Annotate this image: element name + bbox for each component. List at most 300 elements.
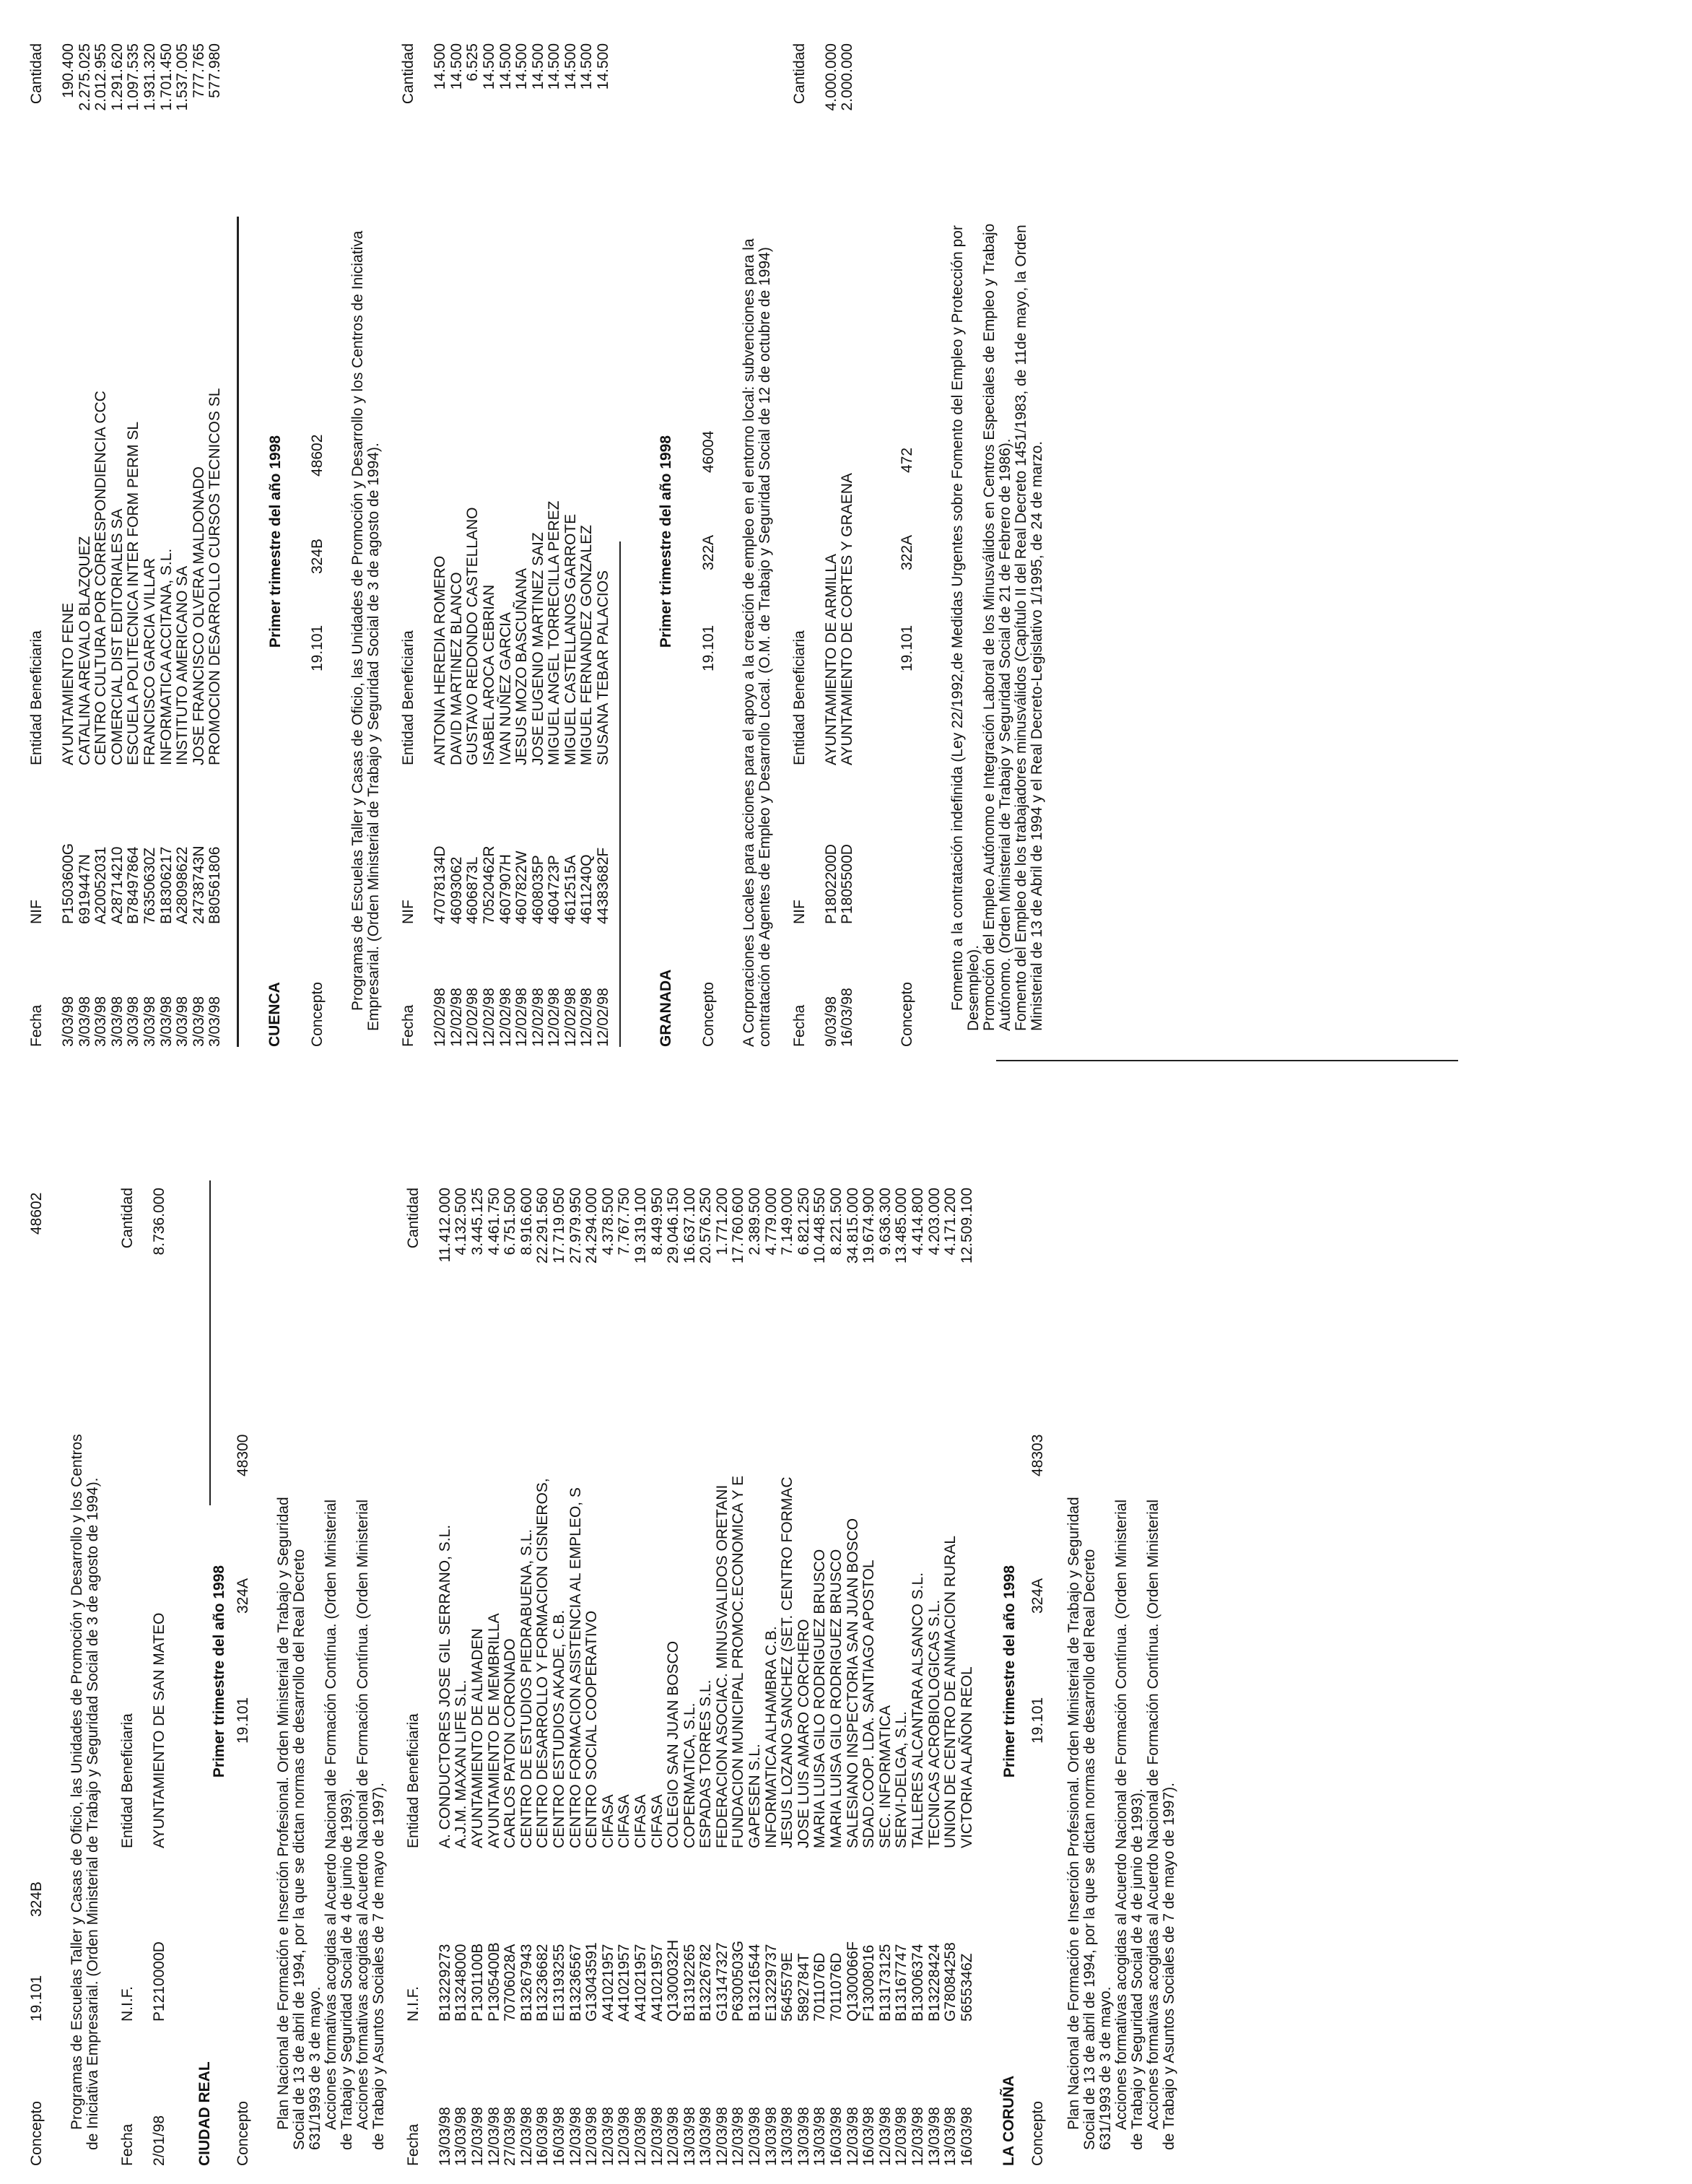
col-fecha: Fecha — [790, 1004, 808, 1047]
cantidad-cell: 1.291.620 — [108, 43, 126, 111]
entidad-cell: INFORMATICA ACCITANA, S.L. — [157, 548, 175, 765]
cantidad-cell: 20.576.250 — [697, 1188, 715, 1264]
concepto-line — [310, 36, 328, 1047]
nif-cell: E13229737 — [762, 1944, 780, 2022]
cantidad-cell: 6.751.500 — [502, 1188, 519, 1256]
fecha-cell: 13/03/98 — [436, 2107, 453, 2166]
concepto-label: Concepto — [234, 2101, 251, 2166]
entidad-cell: JESUS MOZO BASCUÑANA — [513, 567, 531, 765]
table-row — [796, 1177, 813, 2166]
cantidad-cell: 9.636.300 — [876, 1188, 894, 1256]
col-cantidad: Cantidad — [119, 1188, 136, 1249]
nif-cell: 4608035P — [529, 855, 546, 924]
fecha-cell: 3/03/98 — [174, 996, 191, 1047]
nif-cell: P6300503G — [730, 1940, 747, 2022]
table-row — [894, 1177, 910, 2166]
entidad-cell: AYUNTAMIENTO DE ALMADEN — [468, 1628, 486, 1848]
entidad-cell: CENTRO SOCIAL COOPERATIVO — [583, 1610, 601, 1848]
concepto-subconcept: 48303 — [1029, 1434, 1046, 1476]
fecha-cell: 12/03/98 — [485, 2107, 502, 2166]
entidad-cell: FUNDACION MUNICIPAL PROMOC.ECONOMICA Y E — [730, 1475, 747, 1848]
nif-cell: B18306217 — [157, 846, 175, 924]
concepto-code: 19.101 — [28, 1975, 45, 2022]
col-entidad: Entidad Beneficiaria — [28, 630, 45, 765]
table-row — [579, 36, 596, 1047]
table-row — [764, 1177, 780, 2166]
entidad-cell: GUSTAVO REDONDO CASTELLANO — [464, 507, 481, 765]
cantidad-cell: 14.500 — [562, 43, 579, 90]
col-fecha: Fecha — [400, 1004, 417, 1047]
nif-cell: B80561806 — [206, 846, 224, 924]
entidad-cell: CENTRO CULTURA POR CORRESPONDIENCIA CCC — [92, 391, 110, 765]
nif-cell: 4612515A — [562, 855, 579, 924]
fecha-cell: 27/03/98 — [502, 2107, 519, 2166]
nif-cell: 44383682F — [595, 847, 612, 924]
description-text: Plan Nacional de Formación e Inserción Profesional. Orden Ministerial de Trabajo y Seguridad Social de 13 de abril de 1994, por la que se dictan normas de desarrollo del Real Decreto 631/1993 de 3 de mayo. — [1065, 1497, 1114, 2150]
cantidad-cell: 8.221.500 — [828, 1188, 845, 1256]
cantidad-cell: 8.916.600 — [518, 1188, 535, 1256]
entidad-cell: AYUNTAMIENTO FENE — [60, 602, 77, 765]
cantidad-cell: 17.719.050 — [550, 1188, 567, 1264]
divider — [237, 217, 239, 1047]
table-row — [481, 36, 498, 1047]
fecha-cell: 13/03/98 — [762, 2107, 780, 2166]
cantidad-cell: 7.149.000 — [779, 1188, 796, 1256]
nif-cell: B13192265 — [681, 1944, 698, 2022]
table-header — [792, 36, 811, 1047]
table-row — [432, 36, 449, 1047]
cantidad-cell: 2.275.025 — [76, 43, 93, 111]
entidad-cell: SEC. INFORMATICA — [876, 1705, 894, 1848]
concepto-code: 19.101 — [234, 1697, 251, 1744]
nif-cell: Q1300066F — [844, 1941, 861, 2022]
divider — [209, 1180, 211, 1505]
fecha-cell: 12/03/98 — [616, 2107, 633, 2166]
table-row — [584, 1177, 601, 2166]
col-fecha: Fecha — [404, 2123, 422, 2166]
entidad-cell: AYUNTAMIENTO DE MEMBRILLA — [485, 1613, 502, 1848]
description — [276, 1486, 387, 2150]
description — [69, 1428, 101, 2150]
entidad-cell: CENTRO FORMACION ASISTENCIA AL EMPLEO, S — [567, 1487, 584, 1848]
fecha-cell: 12/02/98 — [546, 988, 563, 1047]
fecha-cell: 12/02/98 — [432, 988, 449, 1047]
fecha-cell: 12/03/98 — [632, 2107, 649, 2166]
cantidad-cell: 17.760.600 — [730, 1188, 747, 1264]
concepto-label: Concepto — [1029, 2101, 1046, 2166]
fecha-cell: 13/03/98 — [681, 2107, 698, 2166]
nif-cell: B13167747 — [893, 1944, 910, 2022]
cantidad-cell: 19.674.900 — [860, 1188, 878, 1264]
concepto-program: 324B — [28, 1881, 45, 1917]
table-row — [502, 1177, 519, 2166]
nif-cell: 4604723P — [546, 855, 563, 924]
fecha-cell: 12/02/98 — [497, 988, 514, 1047]
table-row — [546, 36, 563, 1047]
fecha-cell: 12/03/98 — [599, 2107, 616, 2166]
entidad-cell: SALESIANO INSPECTORIA SAN JUAN BOSCO — [844, 1518, 861, 1848]
table-row — [126, 36, 142, 1047]
fecha-cell: 12/03/98 — [468, 2107, 486, 2166]
nif-cell: P1503600G — [60, 843, 77, 924]
cantidad-cell: 4.378.500 — [599, 1188, 616, 1256]
cantidad-cell: 16.637.100 — [681, 1188, 698, 1264]
table-row — [449, 36, 466, 1047]
entidad-cell: GAPESEN S.L. — [746, 1744, 764, 1848]
table-row — [829, 1177, 845, 2166]
nif-cell: B13236682 — [534, 1944, 551, 2022]
table-row — [650, 1177, 666, 2166]
nif-cell: 5645579E — [779, 1952, 796, 2022]
nif-cell: Q1300032H — [665, 1939, 682, 2022]
fecha-cell: 2/01/98 — [151, 2115, 167, 2166]
cantidad-cell: 14.500 — [513, 43, 531, 90]
table-row — [698, 1177, 715, 2166]
table-ciudad-real — [437, 1177, 976, 2166]
table-row — [861, 1177, 878, 2166]
col-nif: NIF — [28, 900, 45, 924]
entidad-cell: CENTRO DESARROLLO Y FORMACION CISNEROS, — [534, 1478, 551, 1848]
cantidad-cell: 14.500 — [578, 43, 596, 90]
description-text: Programas de Escuelas Taller y Casas de Oficio, las Unidades de Promoción y Desarrollo y los Centros de Iniciativa Empresarial. (Orden Ministerial de Trabajo y Seguridad Social de 3 de agosto de 1994). — [349, 230, 383, 1031]
nif-cell: 70520462R — [480, 845, 497, 924]
fecha-cell: 12/03/98 — [910, 2107, 926, 2166]
concepto-program: 324B — [309, 538, 326, 574]
nif-cell: 6919447N — [76, 854, 93, 924]
cantidad-cell: 14.500 — [480, 43, 497, 90]
entidad-cell: A. CONDUCTORES JOSE GIL SERRANO, S.L. — [436, 1524, 453, 1848]
col-entidad: Entidad Beneficiaria — [404, 1713, 422, 1848]
fecha-cell: 13/03/98 — [925, 2107, 943, 2166]
entidad-cell: CIFASA — [648, 1794, 666, 1848]
description-text: Programas de Escuelas Taller y Casas de Oficio, las Unidades de Promoción y Desarrollo y los Centros de Iniciativa Empresarial. (Orden Ministerial de Trabajo y Seguridad Social de 3 de agosto de 1994). — [69, 1434, 101, 2150]
fecha-cell: 12/02/98 — [480, 988, 497, 1047]
concepto-program: 322A — [699, 534, 717, 570]
nif-cell: E13193255 — [550, 1944, 567, 2022]
col-entidad: Entidad Beneficiaria — [790, 630, 808, 765]
concepto-subconcept: 48602 — [309, 434, 326, 477]
nif-cell: 4611240Q — [578, 854, 596, 924]
description-text: A Corporaciones Locales para acciones para el apoyo a la creación de empleo en el entorno local: subvenciones para la contratación de Agentes de Empleo y Desarrollo Local. (O.M. de Trabajo y Seguridad Social de 12 de octubre de 1994) — [740, 238, 773, 1047]
table-row — [568, 1177, 585, 2166]
nif-cell: P1301100B — [468, 1943, 486, 2022]
table-row — [142, 36, 159, 1047]
table-top-right — [61, 36, 224, 1047]
trimestre: Primer trimestre del año 1998 — [658, 435, 675, 648]
table-row — [927, 1177, 943, 2166]
fecha-cell: 12/03/98 — [746, 2107, 764, 2166]
table-row — [616, 1177, 633, 2166]
cantidad-cell: 2.012.955 — [92, 43, 110, 111]
table-row — [77, 36, 94, 1047]
entidad-cell: COMERCIAL DIST EDITORIALES SA — [108, 508, 126, 765]
entidad-cell: SERVI-DELGA, S.L. — [893, 1711, 910, 1848]
fecha-cell: 12/02/98 — [562, 988, 579, 1047]
col-nif: NIF — [790, 900, 808, 924]
col-cantidad: Cantidad — [28, 43, 45, 105]
fecha-cell: 3/03/98 — [76, 996, 93, 1047]
fecha-cell: 3/03/98 — [141, 996, 158, 1047]
entidad-cell: CATALINA AREVALO BLAZQUEZ — [76, 536, 93, 765]
table-row — [845, 1177, 862, 2166]
nif-cell: B13236567 — [567, 1944, 584, 2022]
entidad-cell: INSTITUTO AMERICANO SA — [174, 565, 191, 765]
fecha-cell: 12/02/98 — [448, 988, 465, 1047]
nif-cell: B13229273 — [436, 1944, 453, 2022]
table-row — [666, 1177, 682, 2166]
concepto-subconcept: 46004 — [699, 430, 717, 473]
fecha-cell: 16/03/98 — [534, 2107, 551, 2166]
table-granada — [824, 36, 856, 1047]
fecha-cell: 13/03/98 — [697, 2107, 715, 2166]
concepto-program: 324A — [234, 1578, 251, 1614]
fecha-cell: 12/03/98 — [567, 2107, 584, 2166]
table-row — [152, 1177, 168, 2166]
cantidad-cell: 190.400 — [60, 43, 77, 98]
fecha-cell: 12/03/98 — [648, 2107, 666, 2166]
nif-cell: A20052031 — [92, 846, 110, 924]
concepto-code: 19.101 — [699, 625, 717, 671]
nif-cell: G13147327 — [713, 1942, 731, 2022]
nif-cell: A28714210 — [108, 846, 126, 924]
entidad-cell: SDAD.COOP. LDA. SANTIAGO APOSTOL — [860, 1559, 878, 1848]
nif-cell: 5655346Z — [958, 1953, 975, 2022]
table-row — [633, 1177, 650, 2166]
col-nif: N.I.F. — [119, 1985, 136, 2022]
entidad-cell: AYUNTAMIENTO DE CORTES Y GRAENA — [839, 473, 856, 765]
table-row — [437, 1177, 454, 2166]
table-row — [110, 36, 126, 1047]
concepto-subconcept: 472 — [899, 447, 916, 473]
col-entidad: Entidad Beneficiaria — [119, 1713, 136, 1848]
table-row — [943, 1177, 959, 2166]
entidad-cell: MIGUEL ANGEL TORRECILLA PEREZ — [546, 500, 563, 765]
entidad-cell: CIFASA — [632, 1794, 649, 1848]
entidad-cell: JOSE LUIS AMARO CORCHERO — [795, 1619, 812, 1848]
entidad-cell: FEDERACION ASOCIAC. MINUSVALIDOS ORETANI — [713, 1484, 731, 1848]
nif-cell: A41021957 — [632, 1944, 649, 2022]
cantidad-cell: 1.931.320 — [141, 43, 158, 111]
divider — [619, 541, 621, 1047]
region-title: LA CORUÑA — [1000, 2075, 1018, 2166]
table-header — [406, 1177, 424, 2166]
table-header — [401, 36, 419, 1047]
fecha-cell: 12/02/98 — [578, 988, 596, 1047]
entidad-cell: CIFASA — [599, 1794, 616, 1848]
nif-cell: P1805500D — [839, 844, 856, 924]
table-row — [601, 1177, 617, 2166]
table-row — [747, 1177, 764, 2166]
table-row — [824, 36, 840, 1047]
nif-cell: G13043591 — [583, 1942, 601, 2022]
fecha-cell: 12/03/98 — [844, 2107, 861, 2166]
fecha-cell: 12/03/98 — [730, 2107, 747, 2166]
concepto-line — [701, 36, 720, 1047]
cantidad-cell: 14.500 — [432, 43, 449, 90]
table-row — [596, 36, 612, 1047]
table-header — [120, 1177, 139, 2166]
col-fecha: Fecha — [119, 2123, 136, 2166]
fecha-cell: 3/03/98 — [60, 996, 77, 1047]
cantidad-cell: 2.000.000 — [839, 43, 856, 111]
cantidad-cell: 4.779.000 — [762, 1188, 780, 1256]
entidad-cell: TALLERES ALCANTARA ALSANCO S.L. — [910, 1572, 926, 1848]
table-row — [465, 36, 481, 1047]
table-row — [519, 1177, 536, 2166]
fecha-cell: 3/03/98 — [190, 996, 207, 1047]
entidad-cell: COPERMATICA, S.L. — [681, 1702, 698, 1848]
fecha-cell: 12/02/98 — [595, 988, 612, 1047]
fecha-cell: 3/03/98 — [125, 996, 142, 1047]
concepto-label: Concepto — [899, 982, 916, 1047]
cantidad-cell: 4.414.800 — [910, 1188, 926, 1256]
concepto-code: 19.101 — [899, 625, 916, 671]
entidad-cell: AYUNTAMIENTO DE SAN MATEO — [151, 1612, 167, 1848]
cantidad-cell: 6.821.250 — [795, 1188, 812, 1256]
description-text: Acciones formativas acogidas al Acuerdo Nacional de Formación Contínua. (Orden Ministerial de Trabajo y Asuntos Sociales de 7 de mayo de 1997). — [354, 1499, 387, 2150]
description — [950, 201, 1045, 1031]
cantidad-cell: 4.171.200 — [942, 1188, 959, 1256]
nif-cell: 4607907H — [497, 854, 514, 924]
table-header — [29, 36, 48, 1047]
entidad-cell: JOSE EUGENIO MARTINEZ SAIZ — [529, 532, 546, 765]
fecha-cell: 12/03/98 — [665, 2107, 682, 2166]
table-row — [563, 36, 580, 1047]
entidad-cell: ESPADAS TORRES S.L. — [697, 1679, 715, 1848]
concepto-label: Concepto — [309, 982, 326, 1047]
col-nif: NIF — [400, 900, 417, 924]
cantidad-cell: 1.701.450 — [157, 43, 175, 111]
nif-cell: 46093062 — [448, 856, 465, 924]
description — [350, 201, 382, 1031]
table-row — [61, 36, 77, 1047]
entidad-cell: VICTORIA ALAÑON REOL — [958, 1666, 975, 1848]
table-row — [498, 36, 515, 1047]
cantidad-cell: 14.500 — [448, 43, 465, 90]
cantidad-cell: 1.771.200 — [713, 1188, 731, 1256]
concepto-label: Concepto — [28, 2101, 45, 2166]
cantidad-cell: 11.412.000 — [436, 1188, 453, 1263]
fecha-cell: 16/03/98 — [860, 2107, 878, 2166]
cantidad-cell: 14.500 — [595, 43, 612, 90]
description-text: Fomento a la contratación indefinida (Ley 22/1992,de Medidas Urgentes sobre Fomento del Empleo y Protección por Desempleo). — [949, 225, 982, 1031]
description-text: Fomento del Empleo de los trabajadores minusválidos (Capítulo II del Real Decreto 1451/1983, de 11de mayo, la Orden Ministerial de 13 de Abril de 1994 y el Real Decreto-Legislativo 1/1995, de 24 de marzo. — [1013, 225, 1046, 1031]
fecha-cell: 16/03/98 — [828, 2107, 845, 2166]
concepto-code: 19.101 — [309, 625, 326, 671]
concepto-line — [899, 36, 918, 1047]
cantidad-cell: 12.509.100 — [958, 1188, 975, 1264]
cantidad-cell: 14.500 — [529, 43, 546, 90]
concepto-program: 324A — [1029, 1578, 1046, 1614]
concepto-subconcept: 48602 — [28, 1192, 45, 1235]
cantidad-cell: 19.319.100 — [632, 1188, 649, 1264]
cantidad-cell: 14.500 — [497, 43, 514, 90]
description-text: Acciones formativas acogidas al Acuerdo Nacional de Formación Contínua. (Orden Ministerial de Trabajo y Seguridad Social de 4 de junio de 1993). — [1112, 1499, 1146, 2150]
fecha-cell: 3/03/98 — [92, 996, 110, 1047]
concepto-program: 322A — [899, 534, 916, 570]
description-text: Acciones formativas acogidas al Acuerdo Nacional de Formación Contínua. (Orden Ministerial de Trabajo y Asuntos Sociales de 7 de mayo de 1997). — [1144, 1499, 1177, 2150]
fecha-cell: 16/03/98 — [958, 2107, 975, 2166]
nif-cell: 47078134D — [432, 845, 449, 924]
cantidad-cell: 4.132.500 — [453, 1188, 470, 1256]
nif-cell: A41021957 — [648, 1944, 666, 2022]
nif-cell: 76350630Z — [141, 847, 158, 924]
nif-cell: 24738743N — [190, 845, 207, 924]
table-row — [551, 1177, 568, 2166]
fecha-cell: 12/02/98 — [529, 988, 546, 1047]
fecha-cell: 13/03/98 — [779, 2107, 796, 2166]
col-nif: N.I.F. — [404, 1985, 422, 2022]
nif-cell: B13173125 — [876, 1944, 894, 2022]
entidad-cell: CARLOS PATON CORONADO — [502, 1638, 519, 1848]
description-text: Acciones formativas acogidas al Acuerdo Nacional de Formación Contínua. (Orden Ministerial de Trabajo y Seguridad Social de 4 de junio de 1993). — [322, 1499, 355, 2150]
entidad-cell: JESUS LOZANO SANCHEZ (SET. CENTRO FORMAC — [779, 1476, 796, 1848]
entidad-cell: MARIA LUISA GILO RODRIGUEZ BRUSCO — [828, 1549, 845, 1848]
entidad-cell: MIGUEL CASTELLANOS GARROTE — [562, 513, 579, 765]
table-row — [191, 36, 208, 1047]
table-row — [959, 1177, 976, 2166]
col-cantidad: Cantidad — [400, 43, 417, 105]
fecha-cell: 12/03/98 — [583, 2107, 601, 2166]
col-fecha: Fecha — [28, 1004, 45, 1047]
region-title: CIUDAD REAL — [196, 2061, 213, 2166]
region-title: CUENCA — [266, 982, 283, 1047]
cantidad-cell: 24.294.000 — [583, 1188, 601, 1264]
fecha-cell: 3/03/98 — [108, 996, 126, 1047]
entidad-cell: A.J.M. MAXAN LIFE S.L. — [453, 1679, 470, 1848]
col-cantidad: Cantidad — [404, 1188, 422, 1249]
nif-cell: P1305400B — [485, 1942, 502, 2022]
table-row — [840, 36, 856, 1047]
entidad-cell: CIFASA — [616, 1794, 633, 1848]
nif-cell: P1210000D — [151, 1941, 167, 2022]
concepto-label: Concepto — [699, 982, 717, 1047]
table-row — [715, 1177, 731, 2166]
fecha-cell: 12/03/98 — [713, 2107, 731, 2166]
concepto-line — [29, 1177, 48, 2166]
entidad-cell: INFORMATICA ALHAMBRA C.B. — [762, 1626, 780, 1848]
cantidad-cell: 7.767.750 — [616, 1188, 633, 1256]
cantidad-cell: 2.389.500 — [746, 1188, 764, 1256]
nif-cell: B13226782 — [697, 1944, 715, 2022]
nif-cell: B13228424 — [925, 1944, 943, 2022]
cantidad-cell: 4.461.750 — [485, 1188, 502, 1256]
cantidad-cell: 4.203.000 — [925, 1188, 943, 1256]
description-text: Plan Nacional de Formación e Inserción Profesional. Orden Ministerial de Trabajo y Seguridad Social de 13 de abril de 1994, por la que se dictan normas de desarrollo del Real Decreto 631/1993 de 3 de mayo. — [274, 1497, 323, 2150]
description-text: Promoción del Empleo Autónomo e Integración Laboral de los Minusválidos en Centros Especiales de Empleo y Trabajo Autónomo. (Orden Ministerial de Trabajo y Seguridad Social de 21 de Febrero de 1986). — [981, 223, 1014, 1031]
entidad-cell: ESCUELA POLITECNICA INTER FORM PERM SL — [125, 421, 142, 765]
region-title: GRANADA — [657, 969, 674, 1047]
table-row — [780, 1177, 796, 2166]
entidad-cell: ANTONIA HEREDIA ROMERO — [432, 555, 449, 765]
nif-cell: 7011076D — [811, 1952, 829, 2022]
cantidad-cell: 13.485.000 — [893, 1188, 910, 1264]
table-row — [682, 1177, 699, 2166]
table-row — [159, 36, 175, 1047]
nif-cell: 7011076D — [828, 1952, 845, 2022]
fecha-cell: 12/02/98 — [513, 988, 531, 1047]
entidad-cell: AYUNTAMIENTO DE ARMILLA — [822, 554, 840, 765]
trimestre: Primer trimestre del año 1998 — [1000, 1565, 1018, 1778]
table-row — [531, 36, 547, 1047]
cantidad-cell: 777.765 — [190, 43, 207, 98]
table-row — [535, 1177, 551, 2166]
table-row — [812, 1177, 829, 2166]
nif-cell: A41021957 — [616, 1944, 633, 2022]
right-column — [29, 36, 1064, 1047]
cantidad-cell: 8.449.950 — [648, 1188, 666, 1256]
entidad-cell: FRANCISCO GARCIA VILLAR — [141, 557, 158, 765]
